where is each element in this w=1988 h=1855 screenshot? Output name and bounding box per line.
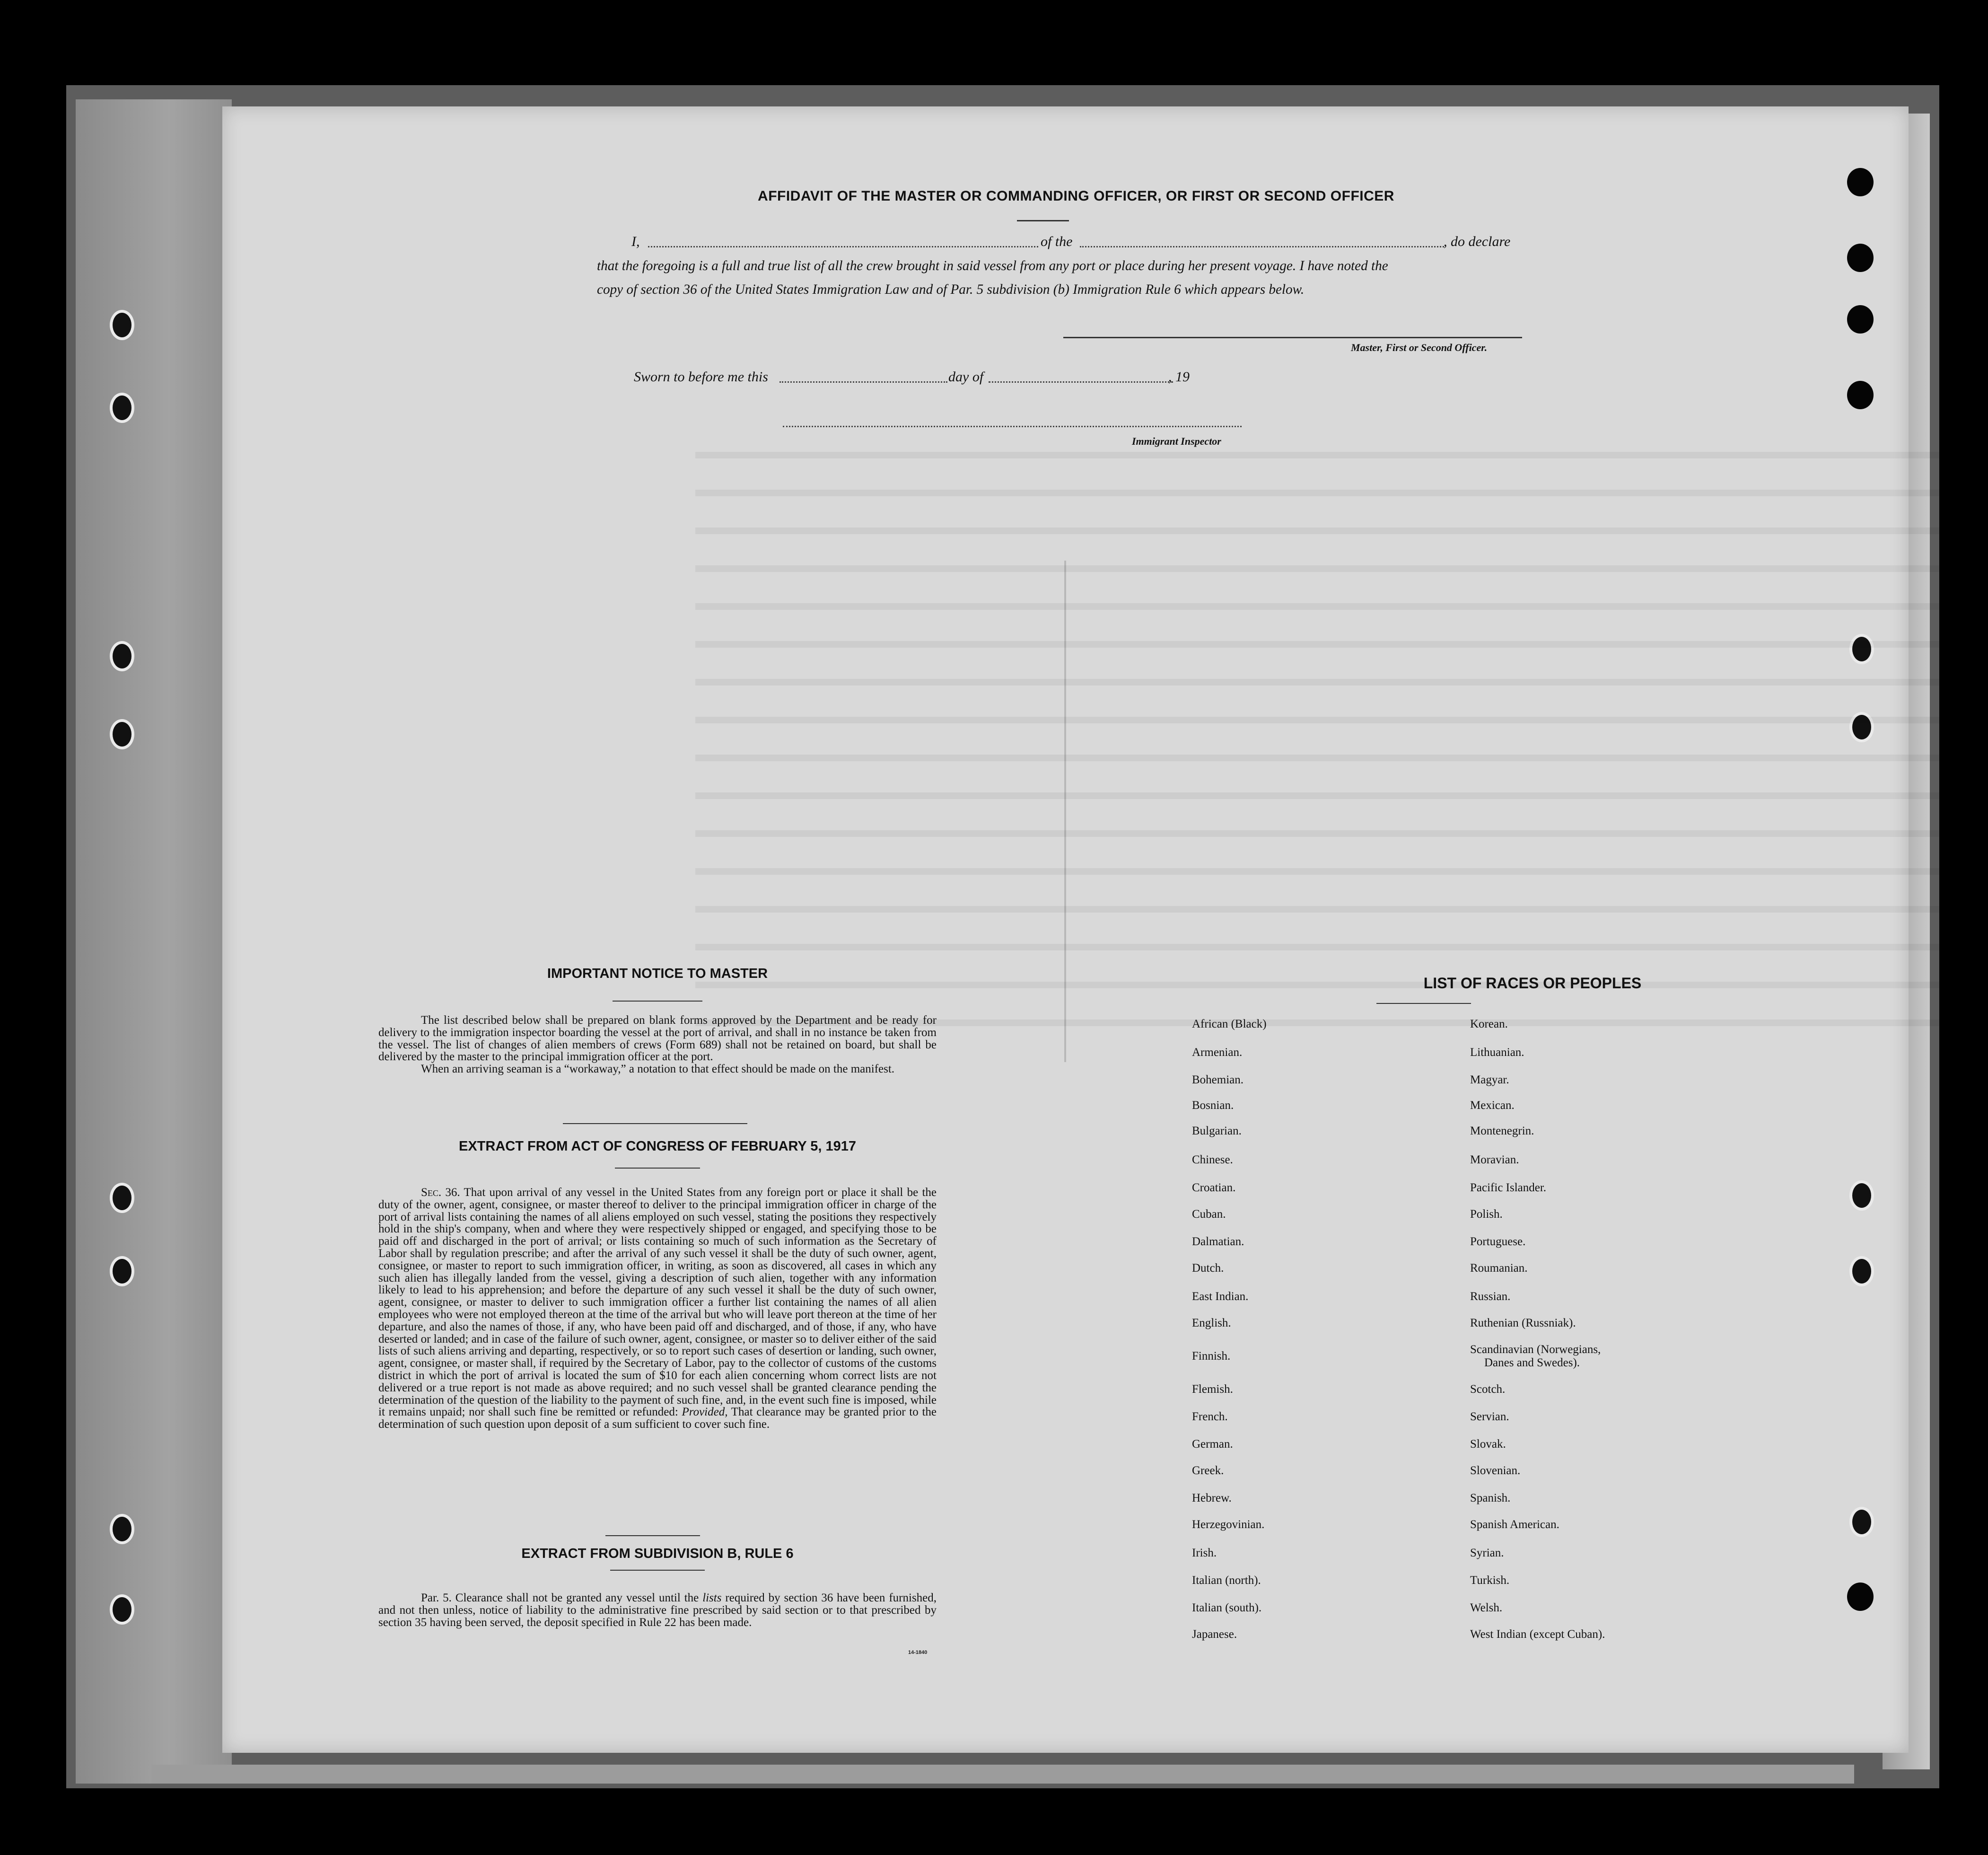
race-item: Italian (south). [1192, 1601, 1262, 1614]
race-item: Greek. [1192, 1464, 1224, 1477]
sworn-year: , 19 [1168, 369, 1190, 385]
race-item: Bulgarian. [1192, 1125, 1242, 1137]
bleed-through [695, 906, 1972, 913]
races-rule [1376, 1003, 1471, 1004]
bleed-through [695, 641, 1972, 648]
race-item: Welsh. [1470, 1601, 1503, 1614]
race-item: African (Black) [1192, 1018, 1267, 1030]
bleed-through [695, 792, 1972, 799]
affidavit-of-the: of the [1041, 234, 1073, 249]
bleed-through [695, 679, 1972, 686]
race-item: Spanish. [1470, 1492, 1511, 1504]
sworn-month-blank[interactable] [989, 372, 1173, 383]
document-page [222, 106, 1909, 1753]
extract-act-title: EXTRACT FROM ACT OF CONGRESS OF FEBRUARY 5, 1917 [458, 1139, 857, 1154]
extract-act-rule [615, 1168, 700, 1169]
race-item: Turkish. [1470, 1574, 1510, 1587]
race-item: Servian. [1470, 1410, 1509, 1423]
punch-hole [110, 1514, 134, 1544]
par5-text-a: Par. 5. Clearance shall not be granted any vessel until the [421, 1591, 699, 1604]
race-item: Dutch. [1192, 1262, 1224, 1275]
section-rule [605, 1535, 700, 1536]
section-36-text-end: That clearance may be granted prior to the determination of such question upon deposit of a sum sufficient to cover such fine. [378, 1406, 937, 1431]
race-item: Polish. [1470, 1208, 1503, 1221]
affidavit-line-2: that the foregoing is a full and true list of all the crew brought in said vessel from any port or place during her present voyage. I have noted the [597, 258, 1388, 273]
race-item: Ruthenian (Russniak). [1470, 1317, 1576, 1329]
vessel-blank[interactable] [1080, 237, 1444, 247]
bleed-through [695, 830, 1972, 837]
punch-hole [1849, 634, 1874, 664]
notice-title: IMPORTANT NOTICE TO MASTER [547, 966, 768, 981]
binder-left-edge [76, 99, 232, 1784]
race-item: Finnish. [1192, 1350, 1231, 1363]
race-item: Pacific Islander. [1470, 1181, 1547, 1194]
punch-hole [1847, 1582, 1874, 1611]
sworn-prefix: Sworn to before me this [634, 369, 768, 385]
bleed-through [695, 527, 1972, 534]
race-item: Flemish. [1192, 1383, 1233, 1396]
notice-body [378, 1014, 937, 1075]
form-number: 14-1840 [908, 1650, 928, 1655]
bleed-through [695, 490, 1972, 496]
extract-rule-rule [610, 1570, 705, 1571]
bleed-through [695, 868, 1972, 875]
punch-hole [1849, 1180, 1874, 1211]
bleed-through [695, 565, 1972, 572]
punch-hole [110, 310, 134, 340]
sworn-day-blank[interactable] [779, 372, 947, 383]
section-rule [563, 1123, 747, 1124]
race-item: Italian (north). [1192, 1574, 1261, 1587]
race-item: Chinese. [1192, 1153, 1233, 1166]
bleed-through [695, 452, 1972, 458]
race-item: Mexican. [1470, 1099, 1515, 1112]
race-item: Roumanian. [1470, 1262, 1528, 1275]
race-item: Danes and Swedes). [1484, 1356, 1580, 1369]
affidavit-title: AFFIDAVIT OF THE MASTER OR COMMANDING OFFICER, OR FIRST OR SECOND OFFICER [758, 188, 1394, 204]
affidavit-declare: , do declare [1444, 234, 1511, 249]
bleed-through [695, 944, 1972, 950]
race-item: Russian. [1470, 1290, 1511, 1303]
punch-hole [1849, 1256, 1874, 1286]
race-item: Portuguese. [1470, 1235, 1526, 1248]
punch-hole [110, 1183, 134, 1213]
race-item: East Indian. [1192, 1290, 1249, 1303]
race-item: French. [1192, 1410, 1228, 1423]
section-label: Sec. 36. [421, 1186, 460, 1199]
races-title: LIST OF RACES OR PEOPLES [1423, 975, 1642, 992]
race-item: Slovak. [1470, 1438, 1506, 1451]
punch-hole [110, 1256, 134, 1286]
inspector-caption: Immigrant Inspector [1132, 435, 1221, 447]
title-rule [1017, 220, 1069, 221]
race-item: Dalmatian. [1192, 1235, 1244, 1248]
punch-hole [110, 719, 134, 749]
race-item: Croatian. [1192, 1181, 1236, 1194]
race-item: Montenegrin. [1470, 1125, 1534, 1137]
race-item: Scotch. [1470, 1383, 1506, 1396]
bleed-through [695, 755, 1972, 761]
inspector-signature-line[interactable] [783, 416, 1242, 427]
section-36-text: That upon arrival of any vessel in the United States from any foreign port or place it shall be the duty of the owner, agent, consignee, or master thereof to deliver to the principal immigration officer in charge of the port of arrival lists containing the names of all aliens employed on such vessel, stating the positions they respectively hold in the ship's company, when and where they were respectively shipped or engaged, and specifying those to be paid off and discharged in the port of arrival; or lists containing so much of such information as the Secretary of Labor shall by regulation prescribe; and after the arrival of any such vessel it shall be the duty of such owner, agent, consignee, or master to report to such immigration officer, in writing, as soon as discovered, all cases in which any such alien has illegally landed from the vessel, giving a description of such alien, together with any information likely to lead to his apprehension; and before the departure of any such vessel it shall be the duty of such owner, agent, consignee, or master to deliver to such immigration officer a further list containing the names of all alien employees who were not employed thereon at the time of the arrival but who will leave port thereon at the time of her departure, and also the names of those, if any, who have been paid off and discharged, and of those, if any, who have deserted or landed; and in case of the failure of such owner, agent, consignee, or master so to deliver either of the said lists of such aliens arriving and departing, respectively, or so to report such cases of desertion or landing, such owner, agent, consignee, or master shall, if required by the Secretary of Labor, pay to the collector of customs of the customs district in which the port of arrival is located the sum of $10 for each alien concerning whom correct lists are not delivered or a true report is not made as above required; and no such vessel shall be granted clearance pending the determination of the question of the liability to the payment of such fine, and, in the event such fine is imposed, while it remains unpaid; nor shall such fine be remitted or refunded: [378, 1186, 937, 1419]
race-item: Bohemian. [1192, 1073, 1244, 1086]
notice-paragraph-2: When an arriving seaman is a “workaway,” a notation to that effect should be made on the manifest. [421, 1063, 895, 1076]
race-item: Japanese. [1192, 1628, 1237, 1641]
extract-act-body [378, 1187, 937, 1431]
notice-paragraph-1: The list described below shall be prepared on blank forms approved by the Department and be ready for delivery to the immigration inspector boarding the vessel at the port of arrival, and shall in no instance be taken from the vessel. The list of changes of alien members of crews (Form 689) shall not be retained on board, but shall be delivered by the master to the principal immigration officer at the port. [378, 1014, 937, 1064]
race-item: Bosnian. [1192, 1099, 1234, 1112]
affidavit-line-3: copy of section 36 of the United States Immigration Law and of Par. 5 subdivision (b) Immigration Rule 6 which appears below. [597, 282, 1305, 297]
master-signature-line[interactable] [1063, 337, 1522, 338]
punch-hole [110, 641, 134, 671]
race-item: English. [1192, 1317, 1231, 1329]
punch-hole [1847, 244, 1874, 272]
race-item: Herzegovinian. [1192, 1518, 1265, 1531]
race-item: Spanish American. [1470, 1518, 1559, 1531]
punch-hole [1847, 305, 1874, 334]
notice-rule [613, 1001, 702, 1002]
bleed-through-line [1064, 561, 1066, 1062]
name-blank[interactable] [648, 237, 1038, 247]
sworn-day-of: day of [948, 369, 984, 385]
race-item: Irish. [1192, 1547, 1217, 1559]
punch-hole [1847, 168, 1874, 196]
race-item: German. [1192, 1438, 1233, 1451]
race-item: Moravian. [1470, 1153, 1519, 1166]
master-caption: Master, First or Second Officer. [1351, 342, 1488, 353]
extract-rule-title: EXTRACT FROM SUBDIVISION B, RULE 6 [521, 1546, 794, 1561]
race-item: Hebrew. [1192, 1492, 1232, 1504]
bleed-through [695, 717, 1972, 723]
race-item: Lithuanian. [1470, 1046, 1524, 1059]
race-item: Scandinavian (Norwegians, [1470, 1343, 1601, 1356]
punch-hole [1849, 1507, 1874, 1537]
affidavit-i: I, [631, 234, 640, 249]
race-item: Armenian. [1192, 1046, 1243, 1059]
extract-rule-body [378, 1592, 937, 1628]
punch-hole [110, 393, 134, 423]
punch-hole [1847, 381, 1874, 409]
race-item: Korean. [1470, 1018, 1508, 1030]
race-item: Magyar. [1470, 1073, 1509, 1086]
provided-word: Provided, [682, 1406, 728, 1419]
punch-hole [110, 1594, 134, 1625]
race-item: Cuban. [1192, 1208, 1226, 1221]
bleed-through [695, 603, 1972, 610]
lists-word: lists [702, 1591, 722, 1604]
par5-text-b: required by section 36 have been furnished, and not then unless, notice of liability to the administrative fine prescribed by said section or to that prescribed by section 35 having been served, the deposit specified in Rule 22 has been made. [378, 1591, 937, 1629]
binder-bottom-edge [151, 1765, 1854, 1784]
race-item: West Indian (except Cuban). [1470, 1628, 1605, 1641]
race-item: Syrian. [1470, 1547, 1504, 1559]
race-item: Slovenian. [1470, 1464, 1521, 1477]
